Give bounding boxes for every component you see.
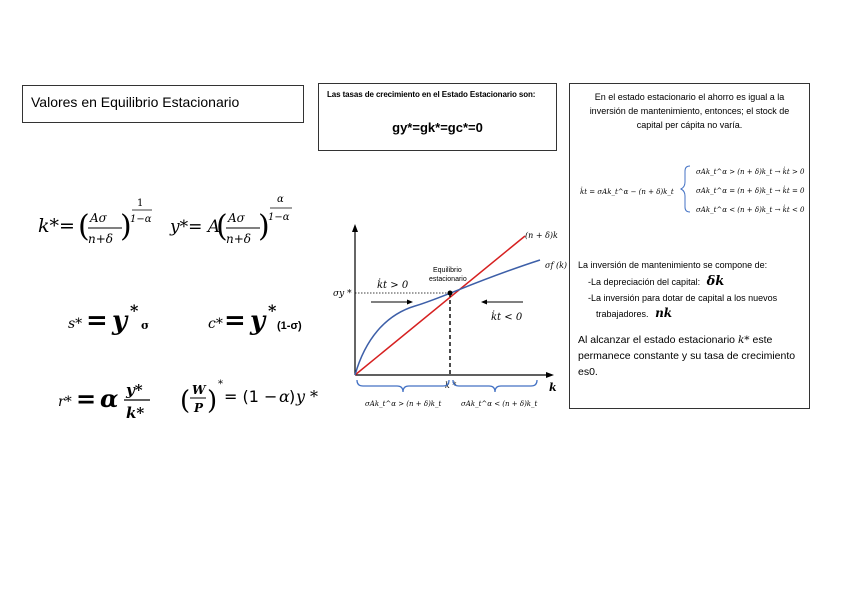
depreciation-line [355,236,525,375]
svg-text:n+δ: n+δ [226,232,252,246]
k-star-tick-label: k * [445,381,457,390]
growth-rates-equation: gy*=gk*=gc*=0 [392,120,483,135]
maintenance-item-2: -La inversión para dotar de capital a los nuevos [588,293,778,303]
c-star-formula: c* [208,316,223,332]
equilibrium-label-2: estacionario [429,276,467,283]
svg-text:α: α [277,194,284,205]
k-frac-num: Aσ [90,211,107,225]
left-condition: k̇t > 0 [377,280,409,291]
svg-text:*: * [218,379,223,390]
svg-text:k̇t = σAk_t^α − (n + δ)k_t: k̇t = σAk_t^α − (n + δ)k_t [580,188,674,196]
svg-text:1−α: 1−α [130,214,152,225]
svg-text:): ) [289,387,296,406]
svg-text:=: = [76,384,97,413]
svg-text:(: ( [216,209,228,244]
growth-rates-caption: Las tasas de crecimiento en el Estado Estacionario son: [327,90,536,99]
page-title: Valores en Equilibrio Estacionario [31,94,240,110]
svg-text:y: y [250,306,266,336]
y-star-label: y*= A [170,217,221,237]
svg-text:1−α: 1−α [268,212,290,223]
svg-text:=: = [224,306,246,336]
svg-text:=: = [86,306,108,336]
svg-text:σAk_t^α > (n + δ)k_t → k̇t > 0: σAk_t^α > (n + δ)k_t → k̇t > 0 [696,168,805,176]
maintenance-item-2b: trabajadores. nk [596,306,673,320]
svg-text:α: α [279,387,290,406]
svg-text:*: * [268,301,277,320]
k-star-label: k*= [38,215,75,237]
k-frac-den: n+δ [88,232,114,246]
svg-text:k*: k* [126,404,145,422]
r-star-formula: r* [58,394,72,410]
maintenance-title: La inversión de mantenimiento se compone de: [578,260,768,270]
svg-text:P: P [194,401,204,415]
svg-text:*: * [310,387,318,406]
formulas-panel [30,180,330,430]
svg-text:Aσ: Aσ [228,211,245,225]
svg-text:(: ( [180,386,191,416]
title-box [22,85,304,123]
w-star-formula: = (1 − [224,387,278,406]
right-brace-text: σAk_t^α < (n + δ)k_t [461,400,538,408]
svg-text:*: * [130,301,139,320]
svg-text:y: y [296,387,306,406]
left-brace-text: σAk_t^α > (n + δ)k_t [365,400,442,408]
svg-text:y: y [112,306,128,336]
maintenance-item-1: -La depreciación del capital: δk [588,274,725,289]
equilibrium-label-1: Equilibrio [433,267,462,274]
svg-text:σ: σ [141,319,150,332]
svg-text:(1-σ): (1-σ) [277,320,302,332]
y-axis-label: σy * [333,289,352,299]
svg-text:α: α [100,384,119,413]
steady-state-paragraph: En el estado estacionario el ahorro es igual a la inversión de mantenimiento, entonces; el stock de capital per cápita no varía. [589,92,790,130]
svg-text:σAk_t^α < (n + δ)k_t → k̇t < 0: σAk_t^α < (n + δ)k_t → k̇t < 0 [696,206,805,214]
svg-text:): ) [120,209,132,244]
svg-text:(: ( [78,209,90,244]
svg-text:σAk_t^α = (n + δ)k_t → k̇t = 0: σAk_t^α = (n + δ)k_t → k̇t = 0 [696,187,805,195]
curve-label: σf (k) [545,261,568,270]
right-condition: k̇t < 0 [491,312,523,323]
equilibrium-point [448,291,453,296]
x-axis-label: k [549,381,557,394]
conclusion-paragraph: Al alcanzar el estado estacionario k* este permanece constante y su tasa de crecimiento es0. [578,334,796,378]
svg-text:): ) [258,209,270,244]
svg-text:1: 1 [137,198,144,209]
right-brace [453,380,537,392]
left-brace [357,380,449,392]
info-box [569,83,810,409]
growth-rates-box [318,83,557,151]
line-label: (n + δ)k [525,231,558,240]
svg-text:y*: y* [126,381,143,399]
svg-text:): ) [207,386,218,416]
kdot-system [578,160,806,220]
s-star-formula: s* [68,316,83,332]
solow-graph [325,220,570,415]
svg-text:W: W [192,383,206,397]
